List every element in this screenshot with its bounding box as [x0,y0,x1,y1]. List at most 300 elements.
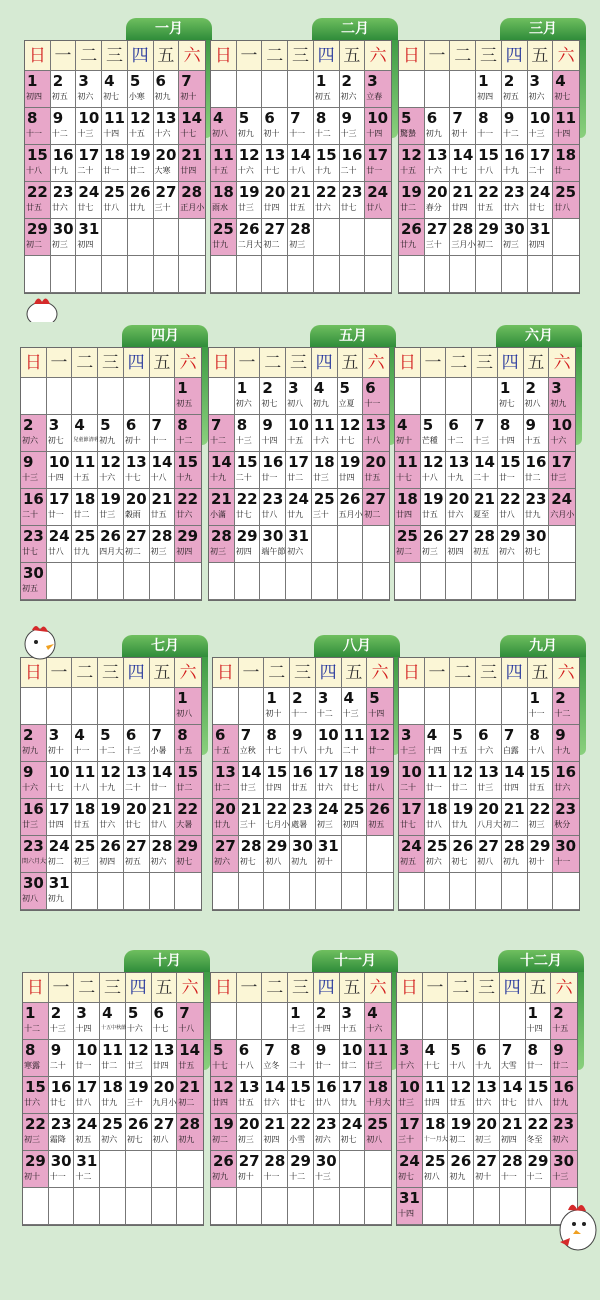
lunar-date: 初三 [210,547,226,556]
day-cell [262,1077,288,1114]
lunar-date: 廿一 [554,166,571,175]
day-number: 20 [125,490,147,508]
lunar-date: 初六 [22,436,38,445]
lunar-date: 初六 [235,399,252,408]
day-number: 11 [555,109,577,127]
weekday-label: 三 [472,348,498,378]
day-number: 28 [240,837,262,855]
lunar-date: 十二 [502,129,519,138]
day-cell [474,1077,500,1114]
empty-cell [47,378,73,415]
day-cell [399,799,425,836]
day-number: 17 [341,1078,363,1096]
day-number: 29 [177,837,199,855]
day-number: 31 [76,1152,98,1170]
day-cell [395,452,421,489]
day-cell [98,725,124,762]
day-cell [235,526,261,563]
day-cell [549,415,575,452]
weekday-label: 一 [425,41,451,71]
lunar-date: 初四 [77,240,94,249]
day-cell [21,725,47,762]
day-cell [342,799,368,836]
lunar-date: 初十 [451,129,468,138]
lunar-date: 廿五 [528,783,545,792]
empty-cell [239,688,265,725]
lunar-date: 十五 [214,746,230,755]
week-row [395,526,575,563]
lunar-date: 廿四 [180,166,197,175]
day-number: 20 [155,146,177,164]
empty-cell [474,1003,500,1040]
lunar-date: 十五 [176,746,193,755]
day-number: 27 [426,220,448,238]
lunar-date: 初四 [528,240,545,249]
day-number: 10 [341,1041,363,1059]
week-row [397,1151,577,1188]
empty-cell [553,219,579,256]
day-cell [51,219,77,256]
day-cell [21,526,47,563]
day-number: 6 [125,416,137,434]
lunar-date: 廿一 [150,783,167,792]
lunar-date: 立夏 [338,399,355,408]
day-number: 19 [452,800,474,818]
empty-cell [179,219,205,256]
weekday-label: 三 [98,348,124,378]
day-cell [175,526,201,563]
lunar-date: 廿五 [26,203,42,212]
weekday-label: 一 [235,348,261,378]
lunar-date: 廿四 [396,510,412,519]
day-number: 23 [315,1115,337,1133]
day-cell [425,145,451,182]
day-number: 30 [292,837,313,855]
day-cell [363,378,389,415]
day-number: 14 [211,453,232,471]
empty-cell [102,256,128,293]
lunar-date: 廿九 [214,820,230,829]
day-cell [237,108,263,145]
day-cell [446,526,472,563]
lunar-date: 廿六 [475,1098,492,1107]
weekday-label: 四 [500,973,526,1003]
day-cell [524,489,550,526]
lunar-date: 十三 [552,1172,569,1181]
lunar-date: 十六 [550,436,567,445]
day-number: 17 [48,490,70,508]
day-number: 15 [266,763,288,781]
day-number: 29 [25,1152,46,1170]
day-number: 13 [365,416,387,434]
empty-cell [340,219,366,256]
empty-cell [262,256,288,293]
day-number: 4 [74,726,85,744]
lunar-date: 十二 [526,1172,543,1181]
day-number: 14 [474,453,495,471]
day-cell [47,799,73,836]
day-number: 25 [426,837,448,855]
lunar-date: 初八 [265,857,282,866]
lunar-date: 十八 [421,473,438,482]
day-cell [498,526,524,563]
empty-cell [102,219,128,256]
empty-cell [314,219,340,256]
day-number: 20 [365,453,387,471]
day-number: 8 [27,109,38,127]
day-number: 19 [450,1115,472,1133]
day-number: 5 [129,72,141,90]
weekday-label: 日 [213,658,239,688]
day-cell [213,762,239,799]
day-cell [124,415,150,452]
day-cell [421,415,447,452]
day-number: 26 [452,837,474,855]
lunar-date: 二十 [22,510,38,519]
day-number: 15 [315,146,337,164]
day-cell [423,1077,449,1114]
day-cell [288,108,314,145]
day-cell [526,1040,552,1077]
day-cell [397,1151,423,1188]
day-cell [49,1077,75,1114]
week-row [213,873,393,910]
day-cell [260,489,286,526]
lunar-date: 廿八 [425,820,442,829]
day-number: 20 [426,183,448,201]
lunar-date: 廿二 [340,1061,357,1070]
month-title: 八月 [314,635,400,657]
month-grid [212,657,394,911]
day-number: 17 [399,1115,420,1133]
empty-cell [476,873,502,910]
empty-cell [446,378,472,415]
lunar-date: 十九 [502,166,519,175]
lunar-date: 十一 [500,1172,517,1181]
week-row [21,836,201,873]
day-number: 4 [343,689,354,707]
day-cell [399,108,425,145]
day-cell [154,108,180,145]
weekday-label: 五 [340,973,366,1003]
lunar-date: 廿四 [338,473,355,482]
day-number: 1 [177,379,188,397]
lunar-date: 初八 [22,894,38,903]
day-cell [395,489,421,526]
empty-cell [213,873,239,910]
lunar-date: 十五 [524,436,541,445]
day-number: 5 [452,726,463,744]
lunar-date: 初六 [528,92,545,101]
day-cell [152,1114,178,1151]
day-cell [126,1040,152,1077]
day-cell [76,182,102,219]
lunar-date: 十八 [289,166,306,175]
day-number: 2 [525,379,536,397]
day-number: 2 [315,1004,327,1022]
day-number: 24 [551,490,573,508]
lunar-date: 大暑 [176,820,193,829]
day-cell [98,762,124,799]
lunar-date: 初七 [47,436,64,445]
day-cell [286,526,312,563]
month-grid [20,657,202,911]
lunar-date: 初五 [502,92,519,101]
empty-cell [399,71,425,108]
day-cell [472,526,498,563]
month-title: 七月 [122,635,208,657]
empty-cell [98,873,124,910]
lunar-date: 初九 [22,746,38,755]
lunar-date: 十六 [398,1061,414,1070]
day-number: 7 [501,1041,513,1059]
month-grid [22,972,204,1226]
lunar-date: 三十 [126,1098,143,1107]
day-number: 25 [397,527,418,545]
lunar-date: 十九 [99,783,116,792]
lunar-date: 初十 [396,436,412,445]
lunar-date: 廿五 [364,473,381,482]
weekday-header [395,348,575,378]
lunar-date: 十一 [528,709,545,718]
lunar-date: 初五 [124,857,141,866]
day-cell [502,71,528,108]
lunar-date: 十一 [364,399,381,408]
weekday-label: 六 [179,41,205,71]
lunar-date: 十八 [291,746,308,755]
weekday-label: 五 [154,41,180,71]
day-cell [423,1151,449,1188]
day-number: 27 [476,1152,497,1170]
weekday-label: 日 [23,973,49,1003]
empty-cell [124,378,150,415]
day-cell [314,1114,340,1151]
day-cell [316,688,342,725]
day-cell [425,108,451,145]
day-number: 2 [555,689,566,707]
day-cell [126,1003,152,1040]
lunar-date: 十二 [210,436,226,445]
day-cell [177,1114,203,1151]
day-number: 31 [288,527,309,545]
day-number: 5 [213,1041,224,1059]
day-number: 10 [399,1078,420,1096]
day-cell [288,145,314,182]
day-cell [47,762,73,799]
day-number: 1 [25,1004,36,1022]
day-number: 22 [177,490,199,508]
day-number: 23 [23,837,44,855]
weekday-header [211,973,391,1003]
day-cell [124,452,150,489]
day-cell [502,799,528,836]
empty-cell [472,378,498,415]
lunar-date: 六月小 [550,510,575,519]
day-cell [476,219,502,256]
day-cell [74,1151,100,1188]
day-number: 30 [503,220,525,238]
empty-cell [211,1003,237,1040]
day-number: 20 [478,800,499,818]
day-number: 7 [211,416,222,434]
month-grid [20,347,202,601]
day-number: 24 [76,1115,98,1133]
day-cell [365,1003,391,1040]
day-number: 8 [177,416,188,434]
day-cell [154,182,180,219]
week-row [399,108,579,145]
day-cell [98,526,124,563]
day-number: 11 [397,453,418,471]
day-number: 16 [341,146,363,164]
weekday-label: 三 [102,41,128,71]
weekday-header [399,658,579,688]
week-row [397,1077,577,1114]
lunar-date: 廿三 [477,783,494,792]
day-cell [421,526,447,563]
day-cell [399,145,425,182]
day-cell [209,489,235,526]
lunar-date: 十五 [73,473,90,482]
day-cell [98,489,124,526]
lunar-date: 四月大 [99,547,124,556]
lunar-date: 廿八 [261,510,278,519]
day-cell [316,799,342,836]
day-number: 6 [476,1041,487,1059]
lunar-date: 初六 [101,1135,118,1144]
day-cell [446,415,472,452]
day-cell [399,182,425,219]
day-number: 24 [48,837,70,855]
day-number: 29 [236,527,258,545]
weekday-label: 日 [211,973,237,1003]
day-cell [23,1151,49,1188]
day-cell [450,762,476,799]
day-number: 23 [525,490,547,508]
lunar-date: 初二 [212,1135,228,1144]
day-number: 29 [266,837,288,855]
day-cell [363,452,389,489]
empty-cell [338,526,364,563]
empty-cell [502,256,528,293]
lunar-date: 廿四 [502,783,519,792]
day-number: 23 [341,183,363,201]
day-cell [367,762,393,799]
lunar-date: 廿一 [368,746,385,755]
empty-cell [476,688,502,725]
empty-cell [423,1003,449,1040]
day-cell [549,452,575,489]
lunar-date: 廿六 [554,783,571,792]
day-number: 14 [290,146,311,164]
day-cell [179,145,205,182]
month-grid [210,40,392,294]
lunar-date: 廿七 [235,510,252,519]
day-number: 19 [100,490,121,508]
week-row [395,378,575,415]
weekday-label: 一 [425,658,451,688]
day-number: 24 [48,527,70,545]
day-cell [74,1077,100,1114]
day-cell [175,762,201,799]
lunar-date: 初二 [47,857,64,866]
day-number: 13 [238,1078,260,1096]
day-number: 12 [422,453,444,471]
day-number: 1 [478,72,489,90]
day-cell [98,415,124,452]
empty-cell [290,873,316,910]
weekday-label: 日 [211,41,237,71]
empty-cell [365,1151,391,1188]
lunar-date: 三十 [398,1135,414,1144]
day-cell [363,415,389,452]
day-cell [476,71,502,108]
lunar-date: 初八 [477,857,494,866]
month-grid [208,347,390,601]
lunar-date: 十八 [449,1061,466,1070]
week-row [21,873,201,910]
day-cell [553,71,579,108]
day-number: 6 [426,109,438,127]
weekday-label: 一 [239,658,265,688]
week-row [209,489,389,526]
week-row [21,526,201,563]
lunar-date: 十二 [447,436,464,445]
day-number: 24 [317,800,339,818]
day-number: 23 [292,800,313,818]
day-number: 1 [499,379,511,397]
empty-cell [528,256,554,293]
lunar-date: 初十 [47,746,64,755]
empty-cell [399,873,425,910]
day-number: 19 [339,453,361,471]
lunar-date: 廿九 [524,510,541,519]
day-cell [72,725,98,762]
empty-cell [126,1188,152,1225]
day-number: 15 [27,146,48,164]
weekday-label: 一 [237,973,263,1003]
day-cell [124,836,150,873]
empty-cell [549,563,575,600]
day-number: 18 [213,183,234,201]
week-row [209,415,389,452]
day-cell [260,526,286,563]
day-number: 17 [317,763,339,781]
empty-cell [342,836,368,873]
empty-cell [23,1188,49,1225]
day-cell [553,145,579,182]
day-cell [338,378,364,415]
day-cell [425,836,451,873]
lunar-date: 廿六 [51,203,68,212]
day-cell [316,836,342,873]
week-row [21,415,201,452]
lunar-date: 十五中秋節 [101,1025,127,1031]
day-number: 23 [262,490,284,508]
day-cell [49,1003,75,1040]
day-number: 31 [399,1189,420,1207]
weekday-label: 一 [237,41,263,71]
week-row [211,1114,391,1151]
lunar-date: 十五 [552,1024,569,1033]
day-cell [553,799,579,836]
day-cell [177,1003,203,1040]
day-number: 14 [240,763,262,781]
day-number: 19 [369,763,391,781]
weekday-label: 一 [47,348,73,378]
day-number: 28 [151,527,173,545]
day-number: 25 [343,800,365,818]
